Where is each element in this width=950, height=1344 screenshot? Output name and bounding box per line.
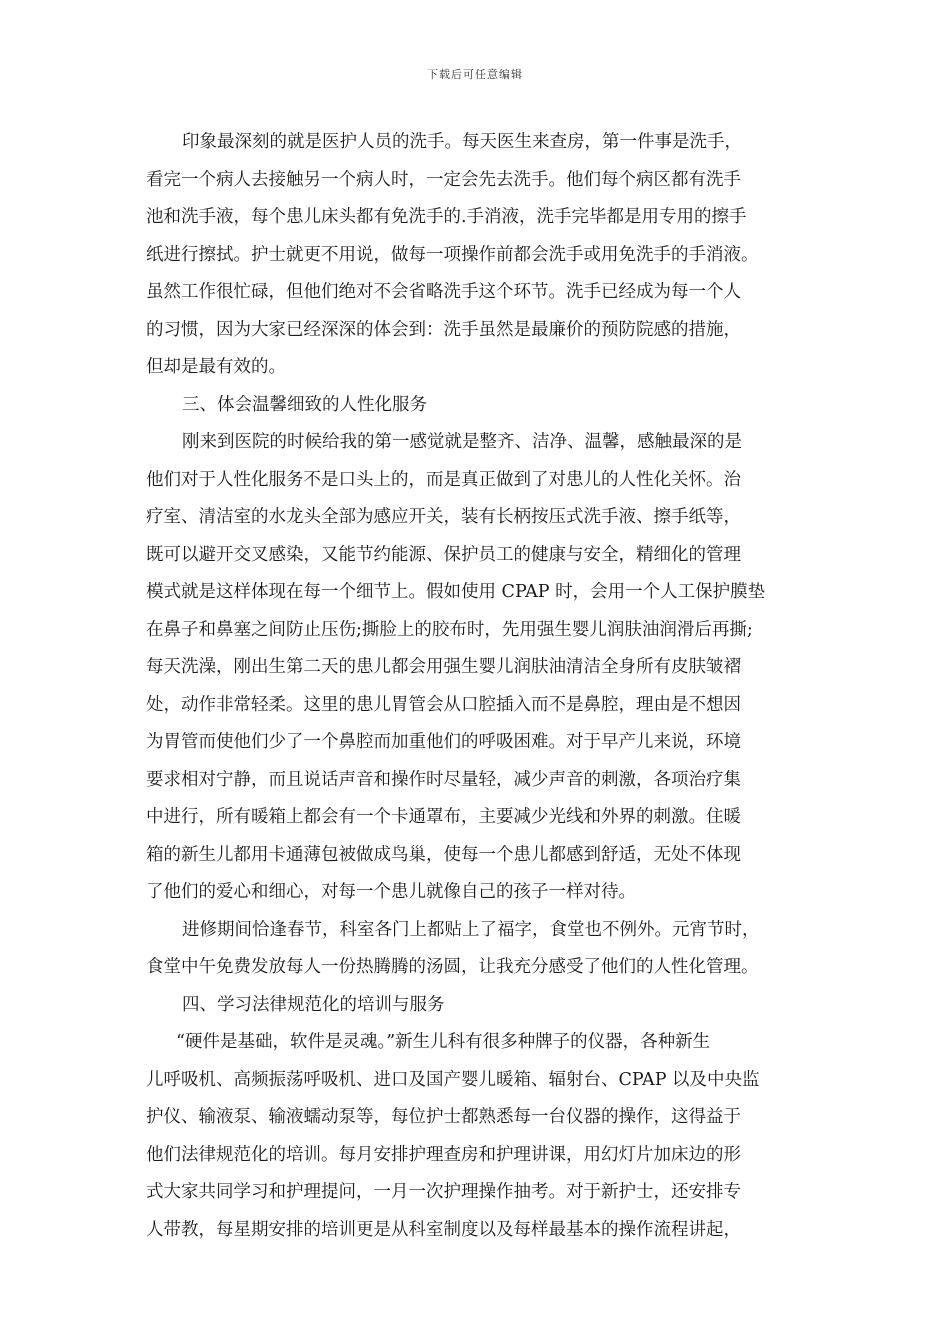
text-line: 但却是最有效的。 [146, 357, 286, 377]
text-line: 式大家共同学习和护理提问，一月一次护理操作抽考。对于新护士，还安排专 [146, 1182, 741, 1202]
paragraph-humanized-service [146, 424, 816, 912]
paragraph-handwashing [146, 124, 816, 387]
text-line: “硬件是基础，软件是灵魂。”新生儿科有很多种牌子的仪器，各种新生 [176, 1032, 711, 1052]
paragraph-training [146, 1024, 816, 1249]
text-line: 池和洗手液，每个患儿床头都有免洗手的.手消液，洗手完毕都是用专用的擦手 [146, 207, 747, 227]
text-line: 既可以避开交叉感染，又能节约能源、保护员工的健康与安全，精细化的管理 [146, 544, 741, 565]
text-line: 了他们的爱心和细心，对每一个患儿就像自己的孩子一样对待。 [146, 882, 636, 902]
text-line: 印象最深刻的就是医护人员的洗手。每天医生来查房，第一件事是洗手， [182, 132, 742, 152]
text-line: 箱的新生儿都用卡通薄包被做成鸟巢，使每一个患儿都感到舒适，无处不体现 [146, 844, 741, 865]
text-line: 的习惯，因为大家已经深深的体会到：洗手虽然是最廉价的预防院感的措施， [146, 319, 741, 340]
text-line: 要求相对宁静，而且说话声音和操作时尽量轻，减少声音的刺激，各项治疗集 [146, 769, 741, 790]
text-line: 刚来到医院的时候给我的第一感觉就是整齐、洁净、温馨，感触最深的是 [182, 432, 742, 452]
text-line: 进修期间恰逢春节，科室各门上都贴上了福字，食堂也不例外。元宵节时， [182, 919, 760, 940]
page-header: 下载后可任意编辑 [427, 68, 523, 81]
text-line: 他们法律规范化的培训。每月安排护理查房和护理讲课，用幻灯片加床边的形 [146, 1144, 741, 1165]
text-line: 中进行，所有暖箱上都会有一个卡通罩布，主要减少光线和外界的刺激。住暖 [146, 807, 741, 827]
text-line: 他们对于人性化服务不是口头上的，而是真正做到了对患儿的人性化关怀。治 [146, 469, 741, 490]
text-line: 纸进行擦拭。护士就更不用说，做每一项操作前都会洗手或用免洗手的手消液。 [146, 244, 759, 265]
section-heading-3: 三、体会温馨细致的人性化服务 [182, 394, 427, 415]
text-line: 儿呼吸机、高频振荡呼吸机、进口及国产婴儿暖箱、辐射台、CPAP 以及中央监 [146, 1069, 760, 1090]
text-line: 每天洗澡，刚出生第二天的患儿都会用强生婴儿润肤油清洁全身所有皮肤皱褶 [146, 657, 741, 677]
paragraph-spring-festival [146, 912, 816, 987]
text-line: 疗室、清洁室的水龙头全部为感应开关，装有长柄按压式洗手液、擦手纸等， [146, 507, 741, 527]
text-line: 为胃管而使他们少了一个鼻腔而加重他们的呼吸困难。对于早产儿来说，环境 [146, 732, 741, 752]
section-heading-4: 四、学习法律规范化的培训与服务 [182, 994, 445, 1015]
text-line: 模式就是这样体现在每一个细节上。假如使用 CPAP 时，会用一个人工保护膜垫 [146, 582, 766, 602]
text-line: 人带教，每星期安排的培训更是从科室制度以及每样最基本的操作流程讲起， [146, 1219, 741, 1240]
text-line: 处，动作非常轻柔。这里的患儿胃管会从口腔插入而不是鼻腔，理由是不想因 [146, 694, 741, 715]
text-line: 在鼻子和鼻塞之间防止压伤;撕脸上的胶布时，先用强生婴儿润肤油润滑后再撕; [146, 619, 753, 640]
text-line: 食堂中午免费发放每人一份热腾腾的汤圆，让我充分感受了他们的人性化管理。 [146, 957, 759, 977]
text-line: 看完一个病人去接触另一个病人时，一定会先去洗手。他们每个病区都有洗手 [146, 169, 741, 190]
text-line: 护仪、输液泵、输液蠕动泵等，每位护士都熟悉每一台仪器的操作，这得益于 [146, 1107, 741, 1127]
document-body [146, 124, 816, 1249]
text-line: 虽然工作很忙碌，但他们绝对不会省略洗手这个环节。洗手已经成为每一个人 [146, 282, 741, 302]
